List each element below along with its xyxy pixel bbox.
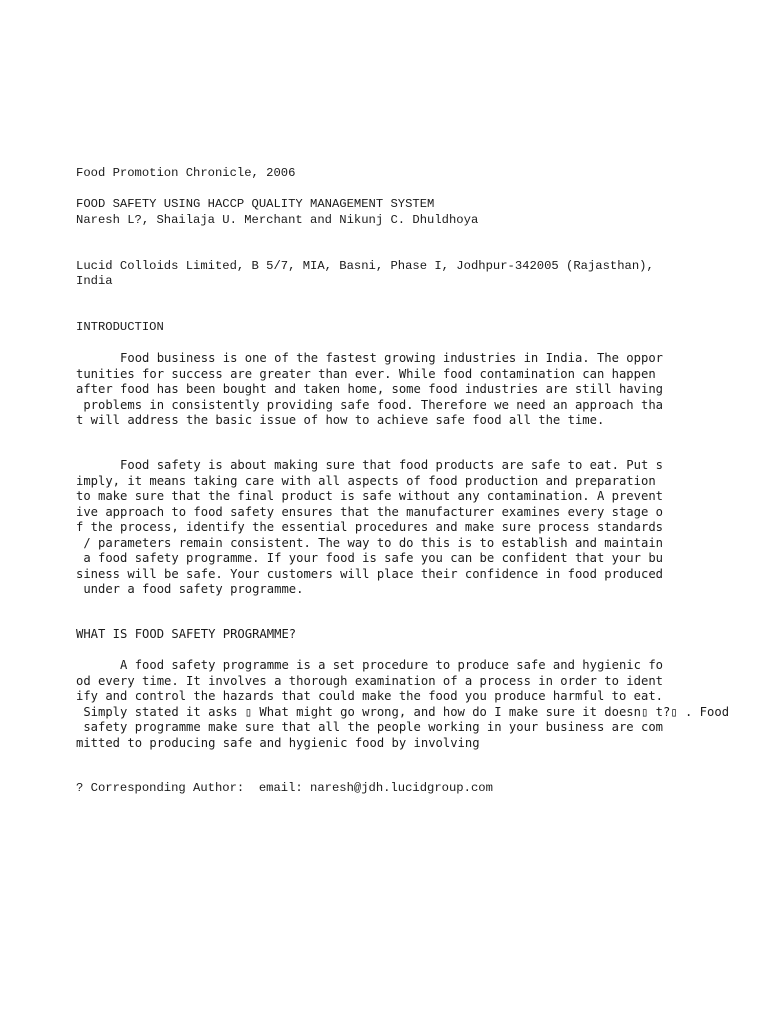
corresponding-author-footnote: ? Corresponding Author: email: naresh@jdh.lucidgroup.com xyxy=(76,781,493,795)
introduction-heading: INTRODUCTION xyxy=(76,320,164,334)
introduction-paragraph-2: Food safety is about making sure that food products are safe to eat. Put s imply, it means taking care with all aspects of food production and preparation to make sure that the final product is safe without any contamination. A prevent ive approach to food safety ensures that the manufacturer examines every stage o f the process, identify the essential procedures and make sure process standards / parameters remain consistent. The way to do this is to establish and maintain a food safety programme. If your food is safe you can be confident that your bu siness will be safe. Your customers will place their confidence in food produced under a food safety programme. xyxy=(76,458,663,596)
programme-paragraph: A food safety programme is a set procedure to produce safe and hygienic fo od every time. It involves a thorough examination of a process in order to ident ify and control the hazards that could make the food you produce harmful to eat. Simply stated it asks ▯ What might go wrong, and how do I make sure it doesn▯ t?▯ . Food safety programme make sure that all the people working in your business are com mitted to producing safe and hygienic food by involving xyxy=(76,658,730,750)
introduction-paragraph-1: Food business is one of the fastest growing industries in India. The oppor tunities for success are greater than ever. While food contamination can happen after food has been bought and taken home, some food industries are still having problems in consistently providing safe food. Therefore we need an approach tha t will address the basic issue of how to achieve safe food all the time. xyxy=(76,351,663,427)
programme-heading: WHAT IS FOOD SAFETY PROGRAMME? xyxy=(76,627,297,641)
affiliation-line-1: Lucid Colloids Limited, B 5/7, MIA, Basni, Phase I, Jodhpur-342005 (Rajasthan), xyxy=(76,259,654,273)
author-list: Naresh L?, Shailaja U. Merchant and Nikunj C. Dhuldhoya xyxy=(76,213,479,227)
affiliation-line-2: India xyxy=(76,274,113,288)
article-title: FOOD SAFETY USING HACCP QUALITY MANAGEMENT SYSTEM xyxy=(76,197,435,211)
journal-line: Food Promotion Chronicle, 2006 xyxy=(76,166,296,180)
